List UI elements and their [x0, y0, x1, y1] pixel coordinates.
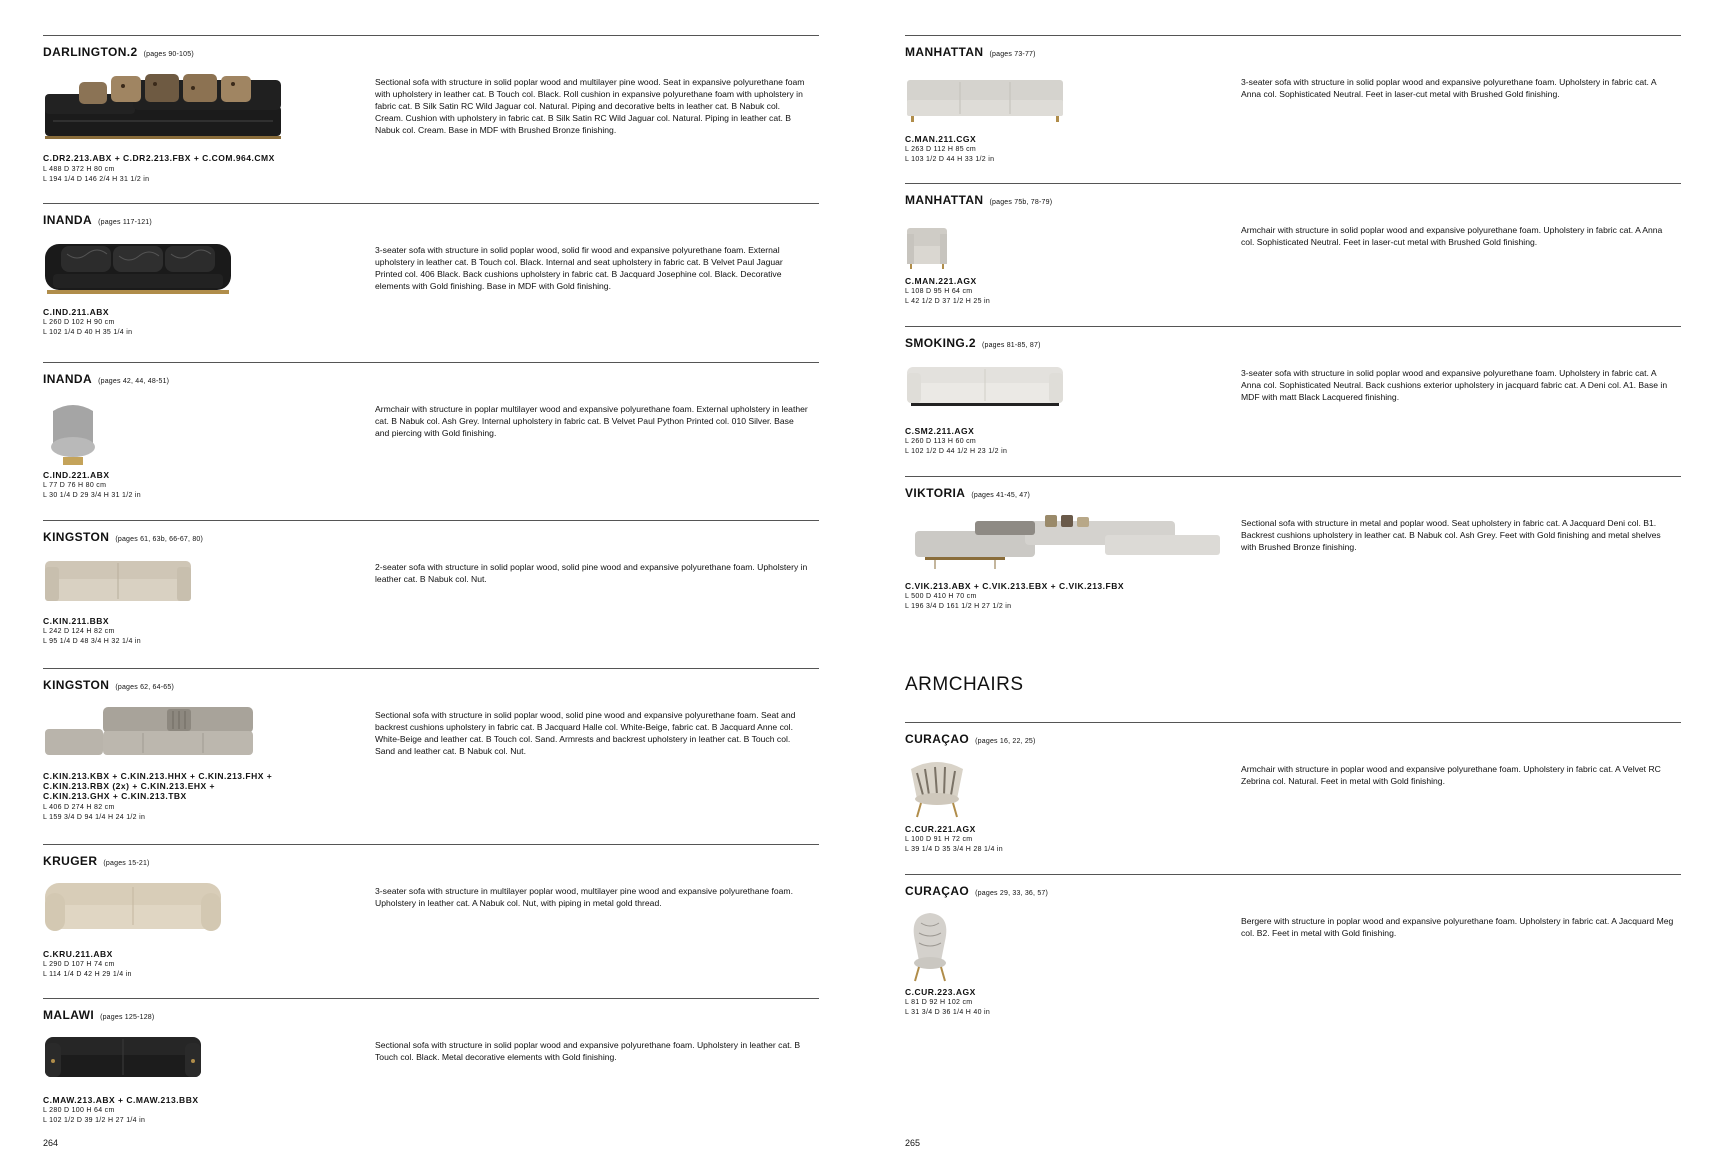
product-entry	[905, 326, 1681, 477]
product-image	[43, 66, 283, 146]
dimensions-cm: L 81 D 92 H 102 cm	[905, 999, 973, 1006]
page-reference: (pages 81-85, 87)	[981, 342, 1041, 349]
page-reference: (pages 42, 44, 48-51)	[98, 378, 170, 385]
product-image	[43, 234, 233, 304]
product-entry	[43, 362, 819, 521]
product-image	[43, 879, 223, 937]
dimensions-in: L 95 1/4 D 48 3/4 H 32 1/4 in	[43, 638, 141, 645]
product-name: MALAWI	[43, 1008, 95, 1022]
product-entry	[43, 998, 819, 1135]
product-dimensions	[43, 1106, 145, 1126]
product-entry	[905, 722, 1681, 875]
product-codes	[43, 153, 275, 163]
dimensions-in: L 114 1/4 D 42 H 29 1/4 in	[43, 971, 132, 978]
product-image	[43, 1035, 203, 1081]
code-line: C.KIN.213.GHX + C.KIN.213.TBX	[43, 791, 187, 801]
product-title	[43, 678, 174, 692]
section-heading: ARMCHAIRS	[905, 674, 1024, 695]
light-3-seater-image	[905, 76, 1065, 124]
dimensions-cm: L 242 D 124 H 82 cm	[43, 628, 115, 635]
dimensions-in: L 103 1/2 D 44 H 33 1/2 in	[905, 156, 995, 163]
dimensions-in: L 102 1/2 D 39 1/2 H 27 1/4 in	[43, 1117, 146, 1124]
product-entry	[905, 476, 1681, 625]
product-entry	[905, 874, 1681, 1035]
product-title	[43, 213, 152, 227]
code-line: C.SM2.211.AGX	[905, 426, 975, 436]
product-name: INANDA	[43, 213, 93, 227]
light-armchair-image	[905, 226, 949, 270]
product-dimensions	[905, 145, 994, 165]
dimensions-in: L 39 1/4 D 35 3/4 H 28 1/4 in	[905, 846, 1003, 853]
product-entry	[43, 203, 819, 363]
wingback-chair-image	[905, 911, 955, 983]
product-entry	[43, 844, 819, 999]
product-title	[905, 336, 1041, 350]
dimensions-in: L 31 3/4 D 36 1/4 H 40 in	[905, 1009, 991, 1016]
product-codes	[905, 987, 976, 997]
page-reference: (pages 15-21)	[103, 860, 150, 867]
code-line: C.IND.211.ABX	[43, 307, 110, 317]
product-codes	[905, 134, 976, 144]
product-description: 3-seater sofa with structure in solid poplar wood, solid fir wood and expansive polyurethane foam. External upholstery in leather cat. B Touch col. Black. Internal and seat upholstery in fabric cat. B Velvet Paul Jaguar Printed col. 406 Black. Back cushions upholstery in fabric cat. B Jacquard Josephine col. Black. Decorative elements with Gold finishing. Base in MDF with Gold finishing.	[375, 245, 783, 291]
product-dimensions	[905, 592, 1011, 612]
product-codes	[905, 581, 1124, 591]
product-description: 2-seater sofa with structure in solid poplar wood, solid pine wood and expansive polyurethane foam. Upholstery in leather cat. B Nabuk col. Nut.	[375, 562, 808, 584]
product-name: KINGSTON	[43, 530, 110, 544]
product-entry	[43, 35, 819, 204]
product-name: CURAÇAO	[905, 884, 970, 898]
product-title	[43, 530, 203, 544]
product-image	[905, 511, 1225, 571]
code-line: C.VIK.213.ABX + C.VIK.213.EBX + C.VIK.213.FBX	[905, 581, 1125, 591]
black-pattern-sofa-image	[43, 234, 233, 304]
product-dimensions	[43, 481, 141, 501]
page-reference: (pages 75b, 78-79)	[989, 199, 1053, 206]
left-page	[43, 0, 819, 1162]
product-name: VIKTORIA	[905, 486, 966, 500]
product-name: KRUGER	[43, 854, 98, 868]
product-title	[43, 372, 169, 386]
page-reference: (pages 41-45, 47)	[971, 492, 1030, 499]
white-3-seater-image	[905, 363, 1065, 409]
product-description: Armchair with structure in solid poplar wood and expansive polyurethane foam. Upholstery in fabric cat. A Anna col. Sophisticated Neutral. Feet in laser-cut metal with Brushed Gold finishing.	[1241, 225, 1663, 247]
zebra-armchair-image	[905, 759, 969, 819]
right-page	[905, 0, 1681, 1162]
dimensions-cm: L 108 D 95 H 64 cm	[905, 288, 973, 295]
dimensions-cm: L 100 D 91 H 72 cm	[905, 836, 973, 843]
product-codes	[43, 1095, 199, 1105]
product-codes	[905, 276, 977, 286]
dimensions-cm: L 280 D 100 H 64 cm	[43, 1107, 115, 1114]
dimensions-in: L 194 1/4 D 146 2/4 H 31 1/2 in	[43, 176, 150, 183]
product-name: MANHATTAN	[905, 193, 984, 207]
dimensions-cm: L 260 D 113 H 60 cm	[905, 438, 977, 445]
page-reference: (pages 16, 22, 25)	[975, 738, 1036, 745]
product-codes	[43, 771, 272, 801]
black-leather-sofa-image	[43, 1035, 203, 1081]
product-dimensions	[905, 287, 990, 307]
product-codes	[905, 426, 974, 436]
product-dimensions	[43, 803, 145, 823]
product-image	[905, 363, 1065, 409]
product-image	[905, 226, 949, 270]
product-description: Sectional sofa with structure in metal and poplar wood. Seat upholstery in fabric cat. A Jacquard Deni col. B1. Backrest cushions upholstery in leather cat. B Nabuk col. Ash Grey. Feet with Gold finishing and metal shelves with Brushed Bronze finishing.	[1241, 518, 1661, 552]
code-line: C.KIN.213.RBX (2x) + C.KIN.213.EHX +	[43, 781, 216, 791]
dimensions-cm: L 290 D 107 H 74 cm	[43, 961, 115, 968]
dimensions-cm: L 488 D 372 H 80 cm	[43, 166, 115, 173]
product-description: 3-seater sofa with structure in solid poplar wood and expansive polyurethane foam. Upholstery in fabric cat. A Anna col. Sophisticated Neutral. Back cushions exterior upholstery in jacquard fabric cat. A Deni col. A1. Base in MDF with matt Black Lacquered finishing.	[1241, 368, 1668, 402]
product-title	[43, 45, 194, 59]
product-dimensions	[43, 627, 141, 647]
page-reference: (pages 29, 33, 36, 57)	[975, 890, 1049, 897]
grey-armchair-image	[43, 401, 103, 471]
code-line: C.MAN.211.CGX	[905, 134, 977, 144]
product-title	[905, 732, 1036, 746]
product-codes	[43, 949, 113, 959]
dimensions-in: L 159 3/4 D 94 1/4 H 24 1/2 in	[43, 814, 146, 821]
dimensions-in: L 102 1/2 D 44 1/2 H 23 1/2 in	[905, 448, 1008, 455]
page-reference: (pages 61, 63b, 66-67, 80)	[115, 536, 204, 543]
product-description: Bergere with structure in poplar wood and expansive polyurethane foam. Upholstery in fabric cat. A Jacquard Meg col. B2. Feet in metal with Gold finishing.	[1241, 916, 1674, 938]
page-reference: (pages 117-121)	[98, 219, 152, 226]
page-number: 264	[43, 1138, 59, 1148]
product-name: CURAÇAO	[905, 732, 970, 746]
product-description: Sectional sofa with structure in solid poplar wood, solid pine wood and expansive polyurethane foam. Seat and backrest cushions upholstery in fabric cat. B Jacquard Halle col. White-Beige, fabric cat. B Jacquard Anne col. White-Beige and leather cat. B Touch col. Sand. Armrests and backrest upholstery in leather cat. B Touch col. Sand and leather cat. B Nabuk col. Nut.	[375, 710, 796, 756]
dimensions-in: L 102 1/4 D 40 H 35 1/4 in	[43, 329, 133, 336]
product-dimensions	[43, 960, 132, 980]
code-line: C.KIN.211.BBX	[43, 616, 110, 626]
product-name: KINGSTON	[43, 678, 110, 692]
code-line: C.DR2.213.ABX + C.DR2.213.FBX + C.COM.964.CMX	[43, 153, 275, 163]
cream-3-seater-image	[43, 879, 223, 937]
product-name: MANHATTAN	[905, 45, 984, 59]
dimensions-in: L 42 1/2 D 37 1/2 H 25 in	[905, 298, 991, 305]
beige-2-seater-image	[43, 557, 193, 605]
product-dimensions	[905, 437, 1007, 457]
product-entry	[905, 183, 1681, 327]
long-sectional-image	[905, 511, 1225, 571]
page-number: 265	[905, 1138, 921, 1148]
dimensions-cm: L 500 D 410 H 70 cm	[905, 593, 977, 600]
product-codes	[43, 616, 109, 626]
code-line: C.MAW.213.ABX + C.MAW.213.BBX	[43, 1095, 199, 1105]
product-name: INANDA	[43, 372, 93, 386]
product-entry	[43, 668, 819, 845]
product-description: Armchair with structure in poplar wood and expansive polyurethane foam. Upholstery in fabric cat. A Velvet RC Zebrina col. Natural. Feet in metal with Gold finishing.	[1241, 764, 1661, 786]
product-codes	[43, 307, 109, 317]
product-description: Sectional sofa with structure in solid poplar wood and multilayer pine wood. Seat in expansive polyurethane foam with upholstery in leather cat. B Touch col. Black. Roll cushion in expansive polyurethane foam with upholstery in fabric cat. B Silk Satin RC Wild Jaguar col. Natural. Piping and decorative belts in leather cat. B Nabuk col. Cream. Cushion with upholstery in fabric cat. B Silk Satin RC Wild Jaguar col. Natural. Piping in leather cat. B Nabuk col. Cream. Base in MDF with Brushed Bronze finishing.	[375, 77, 805, 135]
code-line: C.CUR.223.AGX	[905, 987, 976, 997]
page-reference: (pages 125-128)	[100, 1014, 155, 1021]
dimensions-in: L 196 3/4 D 161 1/2 H 27 1/2 in	[905, 603, 1012, 610]
product-image	[905, 759, 969, 819]
product-image	[43, 401, 103, 471]
code-line: C.MAN.221.AGX	[905, 276, 977, 286]
page-reference: (pages 73-77)	[989, 51, 1036, 58]
product-description: Armchair with structure in poplar multilayer wood and expansive polyurethane foam. External upholstery in leather cat. B Nabuk col. Ash Grey. Internal upholstery in fabric cat. B Velvet Paul Python Printed col. 010 Silver. Base and piercing with Gold finishing.	[375, 404, 808, 438]
product-entry	[43, 520, 819, 669]
product-image	[43, 557, 193, 605]
product-image	[905, 76, 1065, 124]
code-line: C.KIN.213.KBX + C.KIN.213.HHX + C.KIN.213.FHX +	[43, 771, 273, 781]
product-entry	[905, 35, 1681, 184]
page-reference: (pages 62, 64-65)	[115, 684, 174, 691]
product-codes	[905, 824, 976, 834]
product-dimensions	[905, 835, 1003, 855]
grey-sectional-image	[43, 703, 258, 759]
product-name: DARLINGTON.2	[43, 45, 138, 59]
product-description: 3-seater sofa with structure in solid poplar wood and expansive polyurethane foam. Upholstery in fabric cat. A Anna col. Sophisticated Neutral. Feet in laser-cut metal with Brushed Gold finishing.	[1241, 77, 1657, 99]
page-reference: (pages 90-105)	[143, 51, 194, 58]
product-image	[43, 703, 258, 759]
dimensions-cm: L 406 D 274 H 82 cm	[43, 804, 115, 811]
code-line: C.KRU.211.ABX	[43, 949, 113, 959]
product-description: Sectional sofa with structure in solid poplar wood and expansive polyurethane foam. Upholstery in leather cat. B Touch col. Black. Metal decorative elements with Gold finishing.	[375, 1040, 801, 1062]
dimensions-cm: L 77 D 76 H 80 cm	[43, 482, 107, 489]
product-title	[905, 193, 1052, 207]
product-title	[43, 1008, 154, 1022]
dimensions-cm: L 263 D 112 H 85 cm	[905, 146, 977, 153]
product-title	[905, 884, 1048, 898]
product-dimensions	[905, 998, 990, 1018]
product-name: SMOKING.2	[905, 336, 976, 350]
product-description: 3-seater sofa with structure in multilayer poplar wood, multilayer pine wood and expansive polyurethane foam. Upholstery in leather cat. A Nabuk col. Nut, with piping in metal gold thread.	[375, 886, 793, 908]
product-title	[905, 45, 1036, 59]
product-image	[905, 911, 955, 983]
code-line: C.CUR.221.AGX	[905, 824, 976, 834]
product-title	[905, 486, 1030, 500]
dimensions-in: L 30 1/4 D 29 3/4 H 31 1/2 in	[43, 492, 141, 499]
leopard-sectional-sofa-image	[43, 66, 283, 146]
code-line: C.IND.221.ABX	[43, 470, 110, 480]
dimensions-cm: L 260 D 102 H 90 cm	[43, 319, 115, 326]
product-title	[43, 854, 150, 868]
product-dimensions	[43, 318, 132, 338]
product-codes	[43, 470, 110, 480]
product-dimensions	[43, 165, 149, 185]
